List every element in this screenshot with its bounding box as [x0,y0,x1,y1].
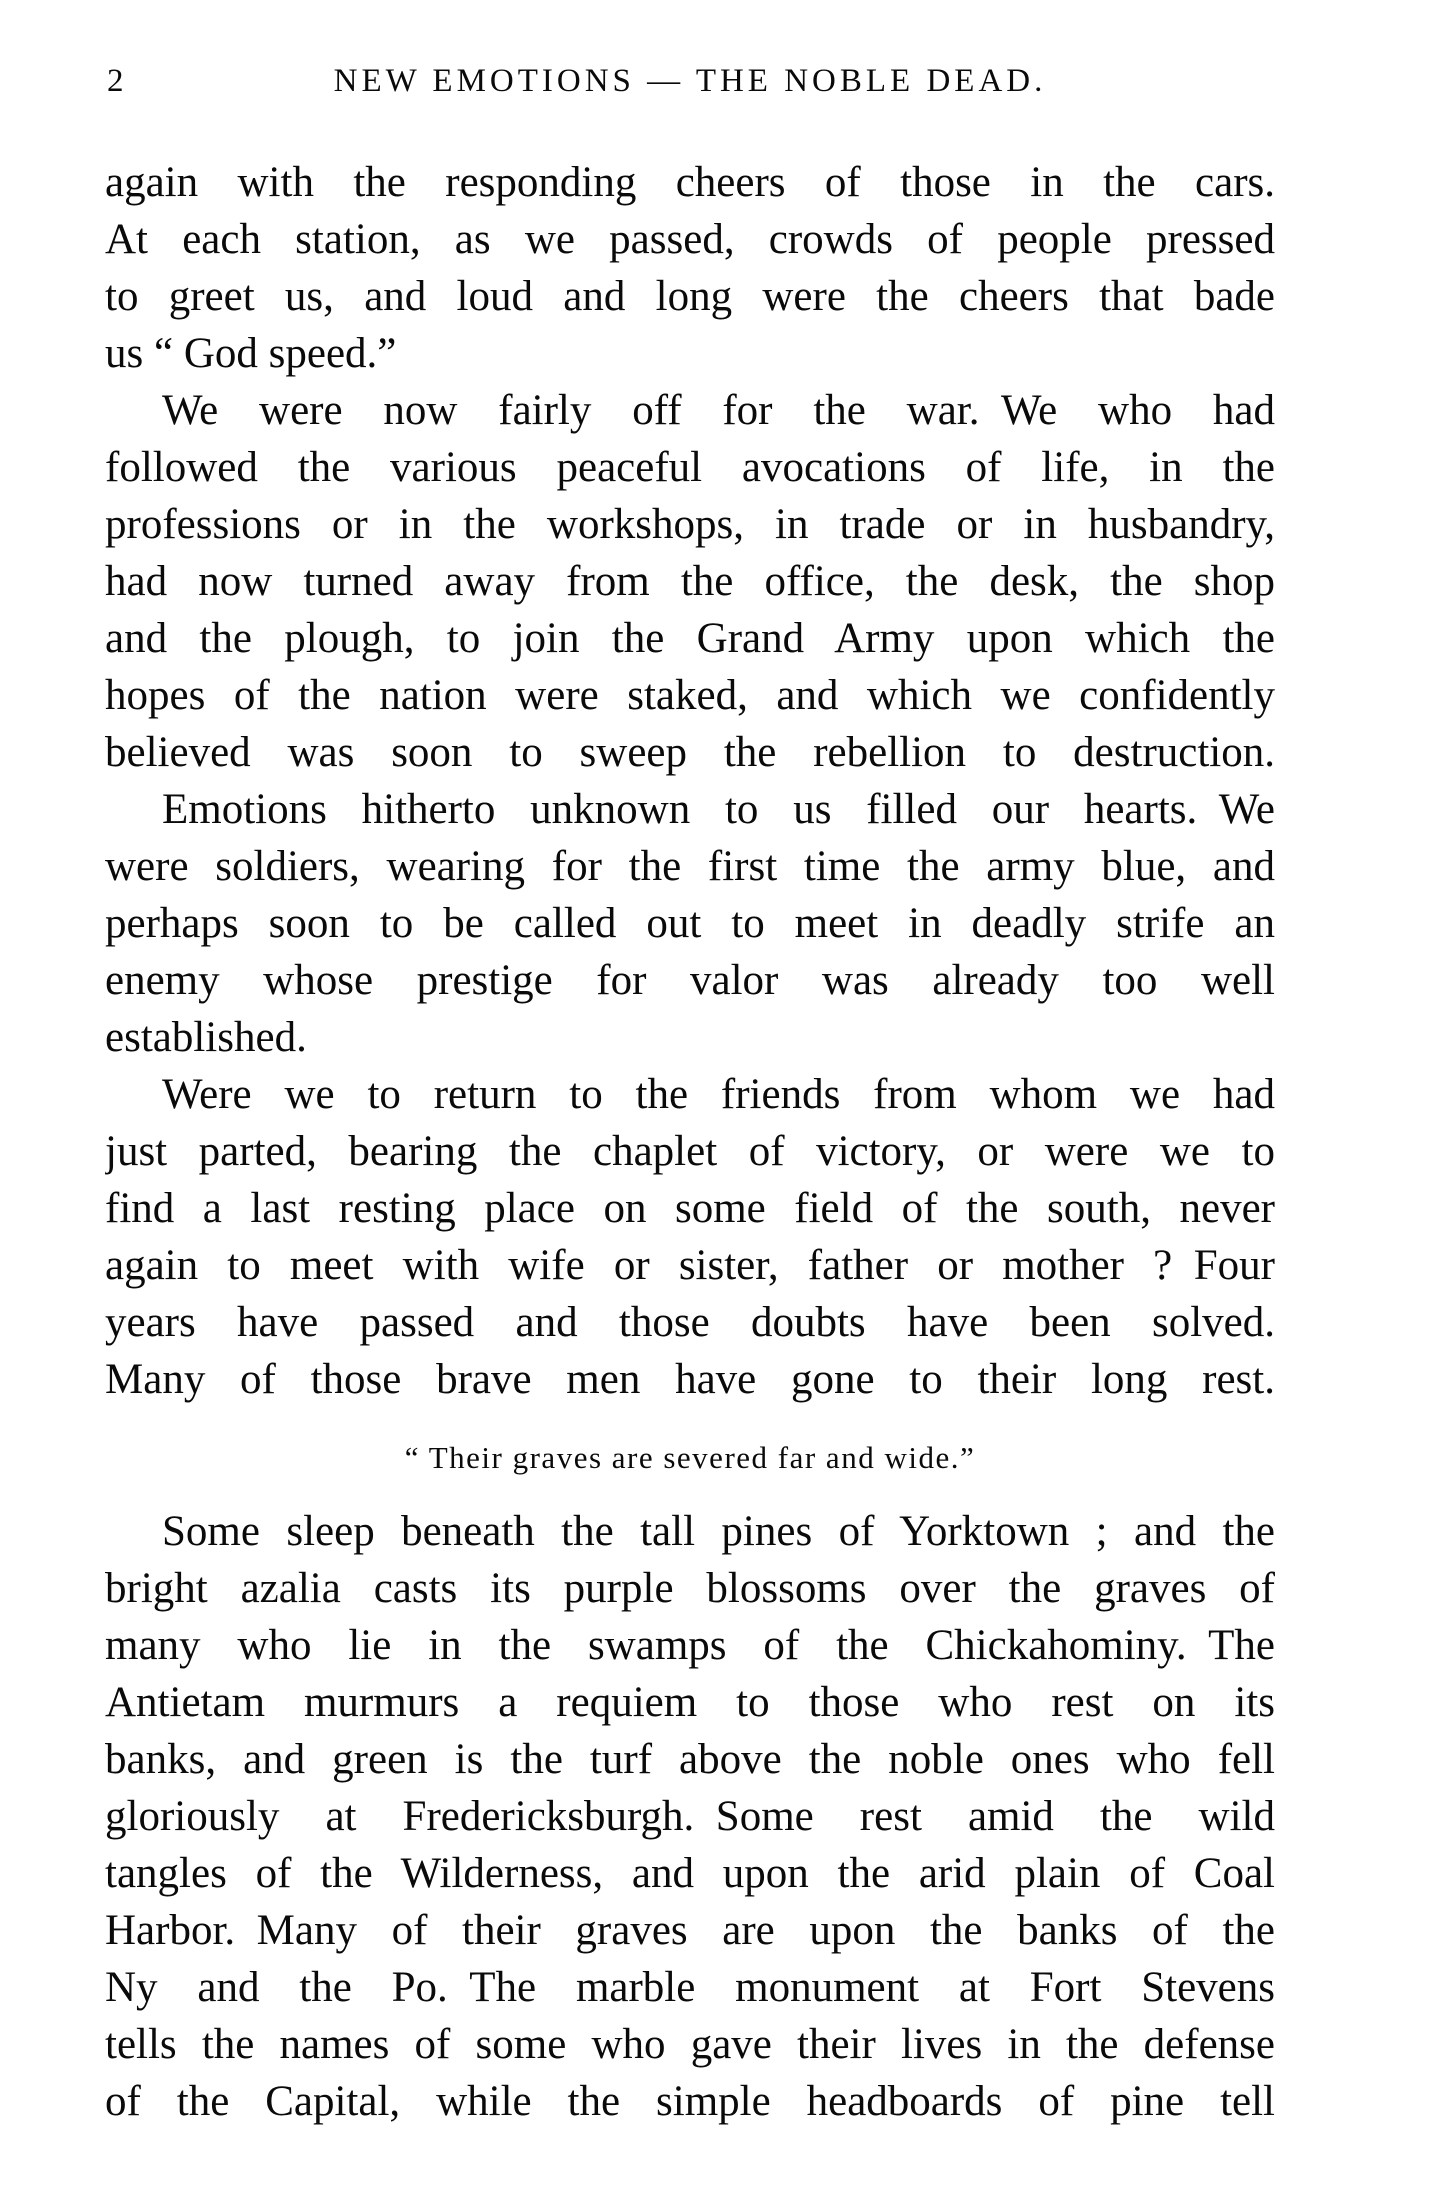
text-line: bright azalia casts its purple blossoms over the graves of [105,1565,1275,1612]
text-line: established. [105,1014,307,1061]
text-line: had now turned away from the office, the desk, the shop [105,558,1275,605]
text-line: We were now fairly off for the war. We who had [162,387,1275,434]
text-line: Ny and the Po. The marble monument at Fort Stevens [105,1964,1275,2011]
text-line: us “ God speed.” [105,330,397,377]
text-line: believed was soon to sweep the rebellion to destruction. [105,729,1275,776]
text-line: gloriously at Fredericksburgh. Some rest amid the wild [105,1793,1275,1840]
text-line: professions or in the workshops, in trade or in husbandry, [105,501,1275,548]
text-line: followed the various peaceful avocations of life, in the [105,444,1275,491]
text-line: Some sleep beneath the tall pines of Yorktown ; and the [162,1508,1275,1555]
text-line: hopes of the nation were staked, and which we confidently [105,672,1275,719]
running-title: NEW EMOTIONS — THE NOBLE DEAD. [333,63,1047,99]
page-body [105,154,1275,2130]
page-header [105,62,1275,102]
text-line: many who lie in the swamps of the Chickahominy. The [105,1622,1275,1669]
text-line: Harbor. Many of their graves are upon the banks of the [105,1907,1275,1954]
paragraph [105,1066,1275,1408]
text-line: tangles of the Wilderness, and upon the arid plain of Coal [105,1850,1275,1897]
text-line: find a last resting place on some field of the south, never [105,1185,1275,1232]
text-line: again to meet with wife or sister, father or mother ? Four [105,1242,1275,1289]
text-line: Were we to return to the friends from whom we had [162,1071,1275,1118]
paragraph [105,1503,1275,2130]
text-line: years have passed and those doubts have been solved. [105,1299,1275,1346]
text-line: enemy whose prestige for valor was already too well [105,957,1275,1004]
text-line: just parted, bearing the chaplet of victory, or were we to [105,1128,1275,1175]
text-line: Many of those brave men have gone to their long rest. [105,1356,1275,1403]
paragraph [105,781,1275,1066]
text-line: At each station, as we passed, crowds of people pressed [105,216,1275,263]
text-column [105,62,1275,2130]
text-line: tells the names of some who gave their lives in the defense [105,2021,1275,2068]
text-line: again with the responding cheers of those in the cars. [105,159,1275,206]
text-line: and the plough, to join the Grand Army upon which the [105,615,1275,662]
text-line: Antietam murmurs a requiem to those who rest on its [105,1679,1275,1726]
paragraph [105,382,1275,781]
text-line: to greet us, and loud and long were the cheers that bade [105,273,1275,320]
text-line: perhaps soon to be called out to meet in deadly strife an [105,900,1275,947]
verse-quote: “ Their graves are severed far and wide.” [404,1440,976,1475]
text-line: of the Capital, while the simple headboards of pine tell [105,2078,1275,2125]
text-line: banks, and green is the turf above the noble ones who fell [105,1736,1275,1783]
text-line: Emotions hitherto unknown to us filled our hearts. We [162,786,1275,833]
paragraph [105,154,1275,382]
page-number: 2 [107,63,124,99]
text-line: were soldiers, wearing for the first time the army blue, and [105,843,1275,890]
